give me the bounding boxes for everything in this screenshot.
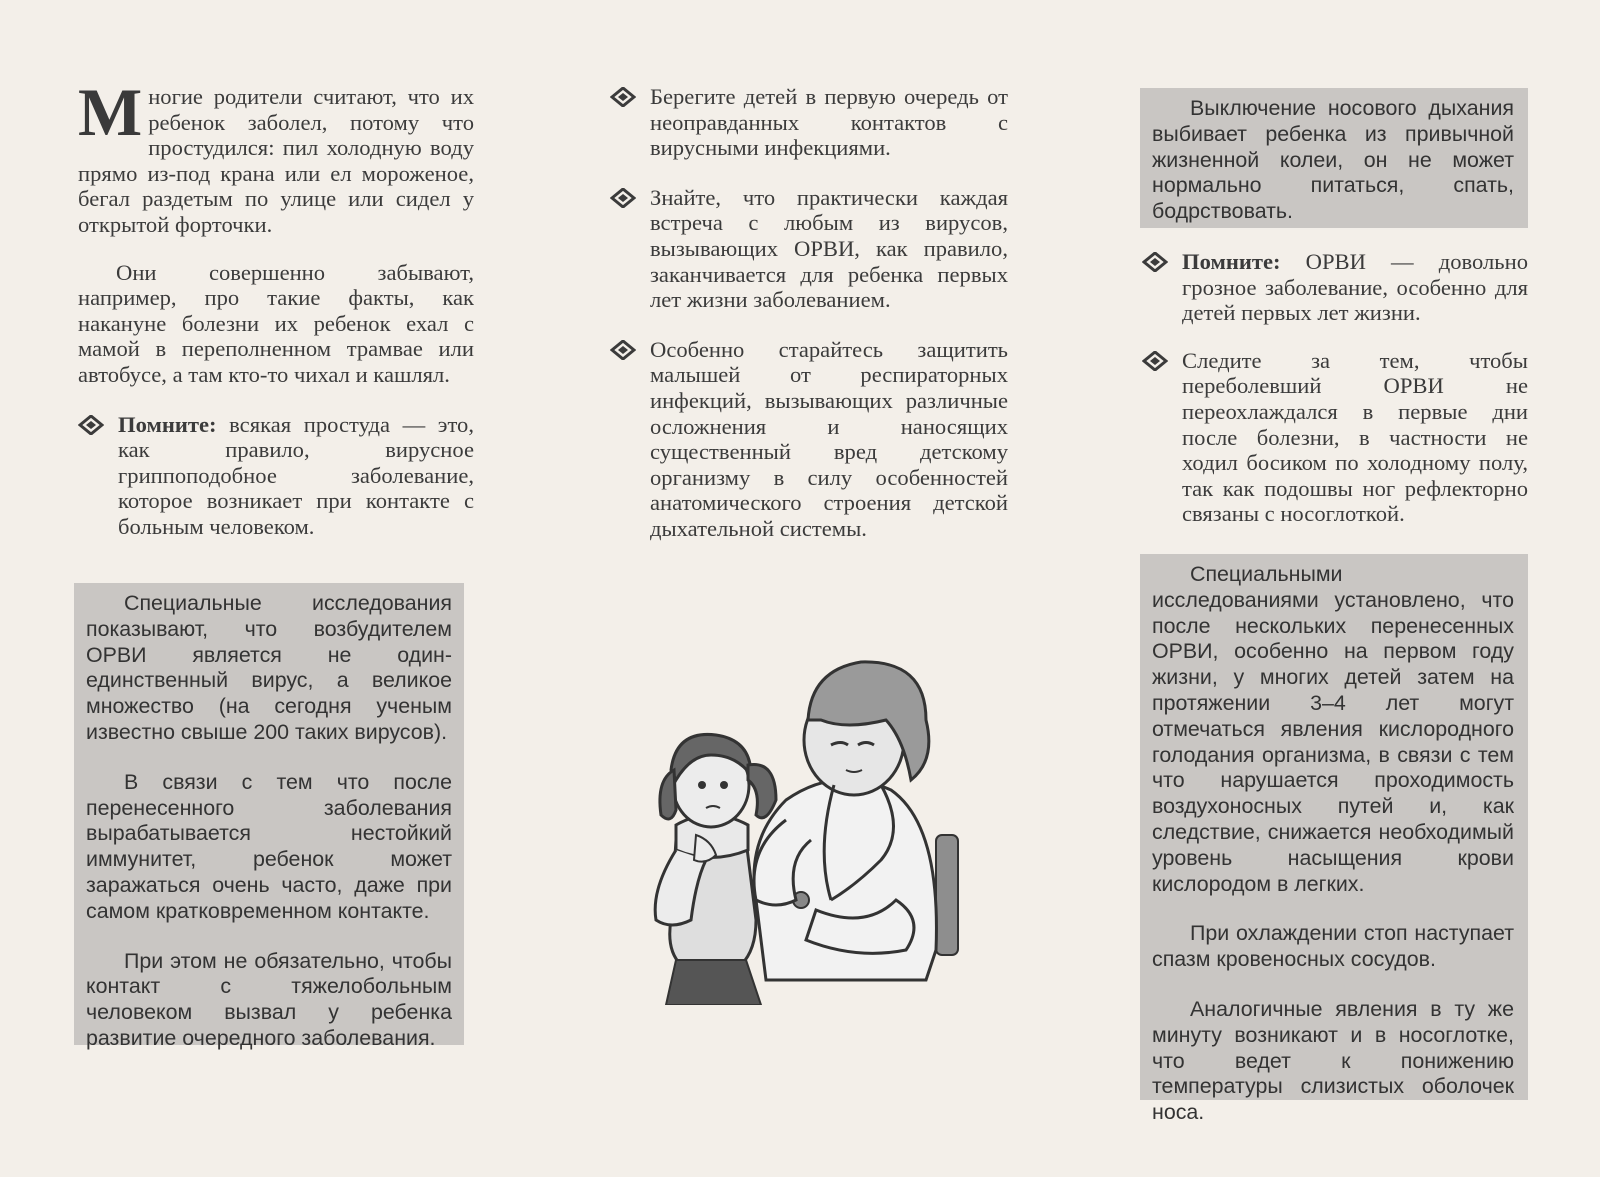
bullet-text: Особенно старайтесь защитить малышей от респираторных инфекций, вызывающих различные осложнения и наносящих существенный вред детскому организму в силу особенностей анатомического строения детской дыхательной системы.	[650, 336, 1008, 541]
drop-cap: М	[78, 74, 143, 150]
diamond-bullet-icon	[610, 87, 636, 107]
remember-text: ОРВИ — довольно грозное заболевание, особенно для детей первых лет жизни.	[1182, 249, 1528, 326]
info-box-left	[74, 583, 464, 1050]
diamond-bullet-icon	[78, 415, 104, 435]
remember-bullet-left	[78, 412, 474, 540]
nasopharynx-paragraph: Аналогичные явления в ту же минуту возникают и в носоглотке, что ведет к понижению температуры слизистых оболочек носа.	[1152, 996, 1514, 1125]
column-left	[78, 74, 474, 540]
intro-text: ногие родители считают, что их ребенок заболел, потому что простудился: пил холодную воду прямо из-под крана или ел мороженое, бегал раздетым по улице или сидел у открытой форточки.	[78, 84, 474, 237]
diamond-bullet-icon	[1142, 252, 1168, 272]
remember-label: Помните:	[1182, 249, 1281, 274]
diamond-bullet-icon	[1142, 351, 1168, 371]
nasal-breathing-paragraph: Выключение носового дыхания выбивает ребенка из привычной жизненной колеи, он не может нормально питаться, спать, бодрствовать.	[1152, 96, 1514, 224]
facts-paragraph: Они совершенно забывают, например, про такие факты, как накануне болезни их ребенок ехал с мамой в переполненном трамвае или автобусе, а там кто-то чихал и кашлял.	[78, 259, 474, 387]
bullet-text: Следите за тем, чтобы переболевший ОРВИ не переохлаждался в первые дни после болезни, в частности не ходил босиком по холодному полу, так как подошвы ног рефлекторно связаны с носоглоткой.	[1182, 347, 1528, 527]
remember-bullet-right	[1142, 249, 1528, 326]
remember-label: Помните:	[118, 411, 217, 437]
oxygen-paragraph: Специальными исследованиями установлено, что после нескольких перенесенных ОРВИ, особенно на первом году жизни, у многих детей затем на протяжении 3–4 лет могут отмечаться явления кислородного голодания организма, в связи с тем что нарушается проходимость воздухоносных путей и, как следствие, снижается необходимый уровень насыщения крови кислородом в легких.	[1152, 562, 1514, 896]
column-right	[1142, 249, 1528, 527]
bullet-text: Берегите детей в первую очередь от неоправданных контактов с вирусными инфекциями.	[650, 84, 1008, 161]
diamond-bullet-icon	[610, 340, 636, 360]
info-box-right-bottom	[1140, 554, 1528, 1125]
bullet-protect-children	[610, 84, 1008, 161]
info-box-right-top	[1140, 88, 1528, 228]
immunity-paragraph: В связи с тем что после перенесенного заболевания вырабатывается нестойкий иммунитет, ребенок может заражаться очень часто, даже при самом кратковременном контакте.	[86, 769, 452, 923]
bullet-text: Знайте, что практически каждая встреча с любым из вирусов, вызывающих ОРВИ, как правило, заканчивается для ребенка первых лет жизни заболеванием.	[650, 184, 1008, 313]
research-paragraph: Специальные исследования показывают, что возбудителем ОРВИ является не один-единственный вирус, а великое множество (на сегодня ученым известно свыше 200 таких вирусов).	[86, 591, 452, 744]
intro-paragraph	[78, 74, 474, 238]
remember-text: всякая простуда — это, как правило, вирусное гриппоподобное заболевание, которое возникает при контакте с больным человеком.	[118, 411, 474, 539]
bullet-protect-infants	[610, 337, 1008, 542]
column-middle	[610, 84, 1008, 542]
feet-cooling-paragraph: При охлаждении стоп наступает спазм кровеносных сосудов.	[1152, 921, 1514, 972]
bullet-know-viruses	[610, 185, 1008, 313]
diamond-bullet-icon	[610, 188, 636, 208]
bullet-avoid-cold	[1142, 348, 1528, 527]
doctor-child-stethoscope-icon	[636, 650, 986, 1005]
contact-paragraph: При этом не обязательно, чтобы контакт с тяжелобольным человеком вызвал у ребенка развитие очередного заболевания.	[86, 948, 452, 1050]
